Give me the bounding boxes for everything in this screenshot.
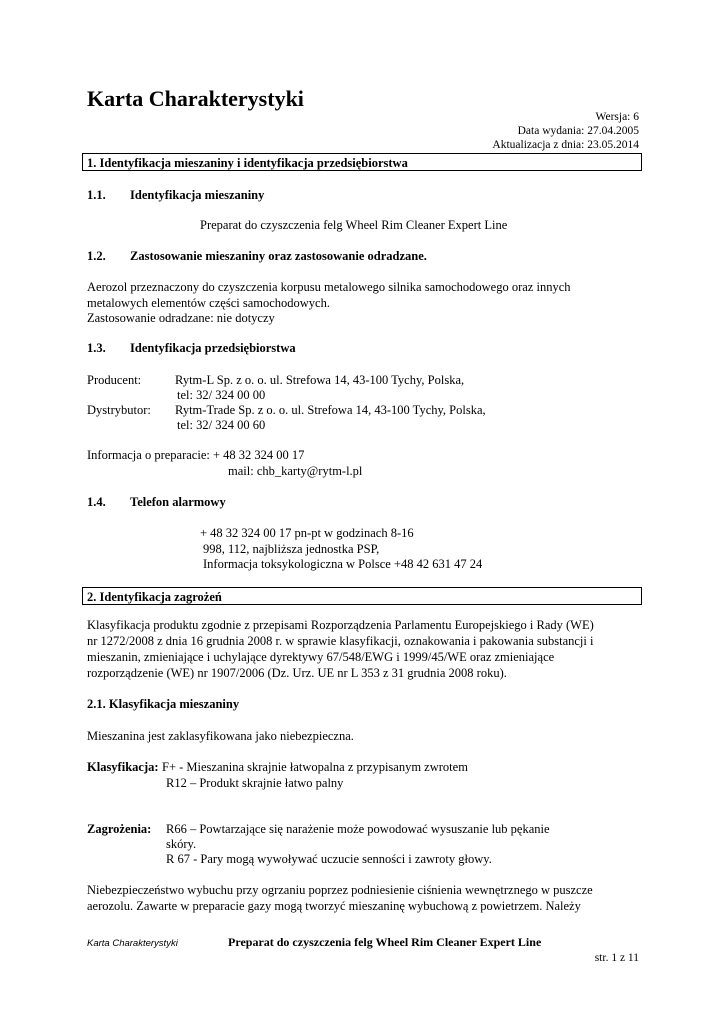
footer-doc-name: Karta Charakterystyki bbox=[87, 938, 178, 949]
usage-line-1: Aerozol przeznaczony do czyszczenia korpusu metalowego silnika samochodowego oraz innych bbox=[87, 280, 571, 294]
hazard-line-3: R 67 - Pary mogą wywoływać uczucie senności i zawroty głowy. bbox=[166, 852, 492, 866]
section-1-1-title: Identyfikacja mieszaniny bbox=[130, 188, 265, 202]
producer-phone: tel: 32/ 324 00 00 bbox=[177, 388, 266, 402]
hazards-label: Zagrożenia: bbox=[87, 822, 152, 836]
issue-date: Data wydania: 27.04.2005 bbox=[517, 125, 639, 137]
hazard-line-2: skóry. bbox=[166, 837, 197, 851]
product-info-phone: Informacja o preparacie: + 48 32 324 00 17 bbox=[87, 448, 305, 462]
page-number: str. 1 z 11 bbox=[594, 952, 639, 964]
section-1-4-number: 1.4. bbox=[87, 495, 106, 509]
update-date: Aktualizacja z dnia: 23.05.2014 bbox=[492, 139, 639, 151]
section-1-2-number: 1.2. bbox=[87, 249, 106, 263]
alarm-line-3: Informacja toksykologiczna w Polsce +48 42 631 47 24 bbox=[203, 557, 483, 571]
hazard-line-1: R66 – Powtarzające się narażenie może powodować wysuszanie lub pękanie bbox=[166, 822, 550, 836]
distributor-address: Rytm-Trade Sp. z o. o. ul. Strefowa 14, 43-100 Tychy, Polska, bbox=[175, 403, 486, 417]
distributor-label: Dystrybutor: bbox=[87, 403, 151, 417]
section-2-header: 2. Identyfikacja zagrożeń bbox=[82, 587, 642, 605]
producer-address: Rytm-L Sp. z o. o. ul. Strefowa 14, 43-100 Tychy, Polska, bbox=[175, 373, 465, 387]
classification-para-line-3: mieszanin, zmieniające i uchylające dyrektywy 67/548/EWG i 1999/45/WE oraz zmieniające bbox=[87, 650, 555, 664]
alarm-line-2: 998, 112, najbliższa jednostka PSP, bbox=[203, 542, 380, 556]
alarm-line-1: + 48 32 324 00 17 pn-pt w godzinach 8-16 bbox=[200, 526, 414, 540]
classification-line-1: F+ - Mieszanina skrajnie łatwopalna z przypisanym zwrotem bbox=[162, 760, 468, 774]
version-label: Wersja: 6 bbox=[595, 111, 639, 123]
mixture-classified-text: Mieszanina jest zaklasyfikowana jako niebezpieczna. bbox=[87, 729, 354, 743]
section-1-header: 1. Identyfikacja mieszaniny i identyfikacja przedsiębiorstwa bbox=[82, 153, 642, 171]
section-1-4-title: Telefon alarmowy bbox=[130, 495, 226, 509]
classification-para-line-4: rozporządzenie (WE) nr 1907/2006 (Dz. Urz. UE nr L 353 z 31 grudnia 2008 roku). bbox=[87, 666, 507, 680]
usage-line-2: metalowych elementów części samochodowych. bbox=[87, 296, 330, 310]
product-info-mail: mail: chb_karty@rytm-l.pl bbox=[228, 464, 363, 478]
section-1-2-title: Zastosowanie mieszaniny oraz zastosowanie odradzane. bbox=[130, 249, 427, 263]
product-name: Preparat do czyszczenia felg Wheel Rim Cleaner Expert Line bbox=[200, 218, 508, 232]
classification-label: Klasyfikacja: bbox=[87, 760, 159, 774]
section-2-1-title: 2.1. Klasyfikacja mieszaniny bbox=[87, 697, 240, 711]
usage-line-3: Zastosowanie odradzane: nie dotyczy bbox=[87, 311, 275, 325]
section-1-3-number: 1.3. bbox=[87, 341, 106, 355]
footer-product-name: Preparat do czyszczenia felg Wheel Rim Cleaner Expert Line bbox=[228, 935, 542, 949]
classification-para-line-2: nr 1272/2008 z dnia 16 grudnia 2008 r. w sprawie klasyfikacji, oznakowania i pakowania substancji i bbox=[87, 634, 594, 648]
distributor-phone: tel: 32/ 324 00 60 bbox=[177, 418, 266, 432]
producer-label: Producent: bbox=[87, 373, 142, 387]
section-1-3-title: Identyfikacja przedsiębiorstwa bbox=[130, 341, 296, 355]
explosion-para-line-1: Niebezpieczeństwo wybuchu przy ogrzaniu poprzez podniesienie ciśnienia wewnętrznego w puszcze bbox=[87, 883, 593, 897]
classification-line-2: R12 – Produkt skrajnie łatwo palny bbox=[166, 776, 344, 790]
section-1-1-number: 1.1. bbox=[87, 188, 106, 202]
classification-para-line-1: Klasyfikacja produktu zgodnie z przepisami Rozporządzenia Parlamentu Europejskiego i Rady (WE) bbox=[87, 618, 594, 632]
explosion-para-line-2: aerozolu. Zawarte w preparacie gazy mogą tworzyć mieszaninę wybuchową z powietrzem. Należy bbox=[87, 899, 581, 913]
document-title: Karta Charakterystyki bbox=[87, 86, 304, 111]
